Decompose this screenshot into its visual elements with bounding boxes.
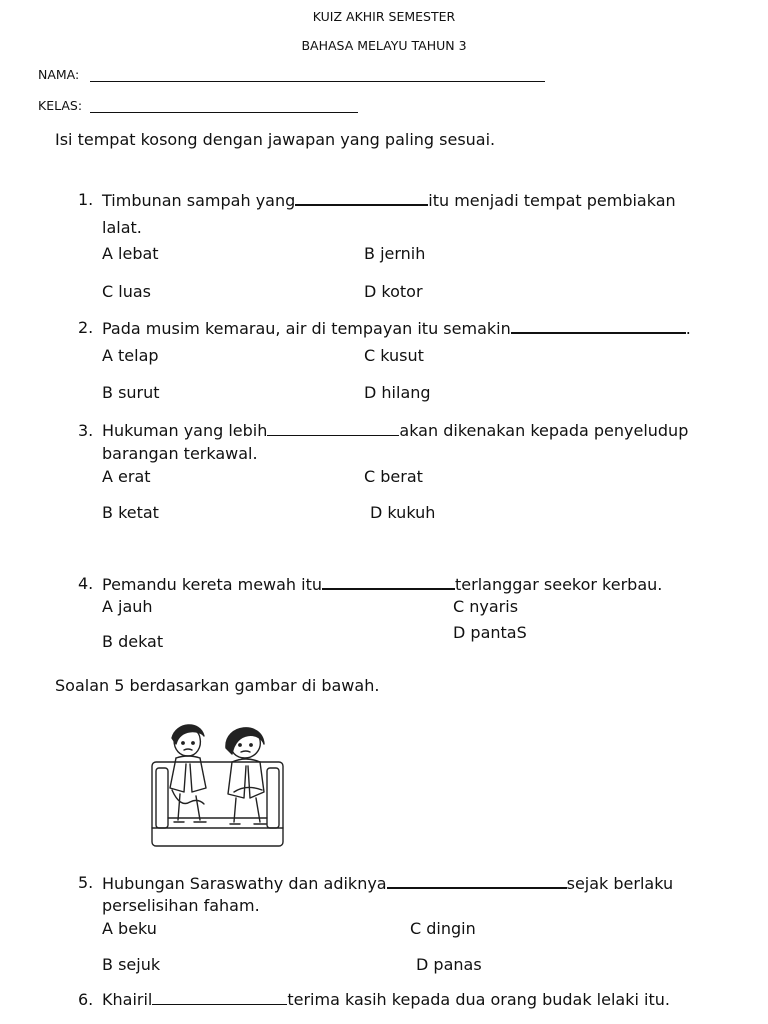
children-on-sofa-illustration: [150, 718, 285, 848]
question-text-before: Pada musim kemarau, air di tempayan itu semakin: [102, 319, 511, 338]
question-text-line2: perselisihan faham.: [102, 896, 260, 915]
option[interactable]: B ketat: [102, 503, 159, 522]
question-number: 6.: [78, 990, 94, 1009]
option[interactable]: D kukuh: [370, 503, 436, 522]
option[interactable]: D pantaS: [453, 623, 527, 642]
option[interactable]: B sejuk: [102, 955, 161, 974]
question-1-text: [102, 190, 676, 210]
question-text-line2: barangan terkawal.: [102, 444, 258, 463]
question-text-after: sejak berlaku: [566, 874, 674, 893]
question-number: 5.: [78, 873, 94, 892]
option[interactable]: A lebat: [102, 244, 159, 263]
quiz-title: KUIZ AKHIR SEMESTER: [312, 9, 456, 24]
class-label: KELAS:: [38, 98, 83, 113]
question-text-after: terlanggar seekor kerbau.: [455, 575, 663, 594]
option[interactable]: B surut: [102, 383, 160, 402]
question-6-text: [102, 990, 670, 1009]
option[interactable]: C nyaris: [453, 597, 519, 616]
option[interactable]: A erat: [102, 467, 151, 486]
name-field-line[interactable]: [90, 81, 545, 82]
question-text-after: akan dikenakan kepada penyeludup: [399, 421, 689, 440]
question-number: 1.: [78, 190, 94, 209]
class-field-line[interactable]: [90, 112, 358, 113]
question-text-before: Khairil: [102, 990, 153, 1009]
option[interactable]: B dekat: [102, 632, 164, 651]
answer-blank[interactable]: [295, 190, 428, 206]
question-text-before: Timbunan sampah yang: [102, 191, 296, 210]
question-3-text: [102, 421, 688, 440]
question-text-before: Hubungan Saraswathy dan adiknya: [102, 874, 387, 893]
option[interactable]: C luas: [102, 282, 151, 301]
question-text-after: .: [685, 319, 691, 338]
question-2-text: [102, 318, 691, 338]
option[interactable]: D kotor: [364, 282, 423, 301]
instruction-text: Isi tempat kosong dengan jawapan yang paling sesuai.: [55, 130, 496, 149]
quiz-subtitle: BAHASA MELAYU TAHUN 3: [301, 38, 467, 53]
answer-blank[interactable]: [152, 990, 287, 1005]
question-text-after: itu menjadi tempat pembiakan: [428, 191, 676, 210]
answer-blank[interactable]: [387, 873, 567, 889]
question-text-before: Hukuman yang lebih: [102, 421, 268, 440]
question-number: 4.: [78, 574, 94, 593]
answer-blank[interactable]: [511, 318, 686, 334]
question-4-text: [102, 574, 662, 594]
option[interactable]: A jauh: [102, 597, 153, 616]
option[interactable]: A beku: [102, 919, 157, 938]
option[interactable]: D panas: [416, 955, 482, 974]
question-number: 2.: [78, 318, 94, 337]
question-text-after: terima kasih kepada dua orang budak lelaki itu.: [287, 990, 670, 1009]
question-text-line2: lalat.: [102, 218, 142, 237]
option[interactable]: C dingin: [410, 919, 476, 938]
question-number: 3.: [78, 421, 94, 440]
name-label: NAMA:: [38, 67, 80, 82]
option[interactable]: C berat: [364, 467, 423, 486]
option[interactable]: C kusut: [364, 346, 424, 365]
option[interactable]: A telap: [102, 346, 159, 365]
option[interactable]: D hilang: [364, 383, 431, 402]
answer-blank[interactable]: [267, 421, 399, 436]
answer-blank[interactable]: [322, 574, 455, 590]
option[interactable]: B jernih: [364, 244, 426, 263]
question-text-before: Pemandu kereta mewah itu: [102, 575, 323, 594]
section-note: Soalan 5 berdasarkan gambar di bawah.: [55, 676, 380, 695]
question-5-text: [102, 873, 673, 893]
